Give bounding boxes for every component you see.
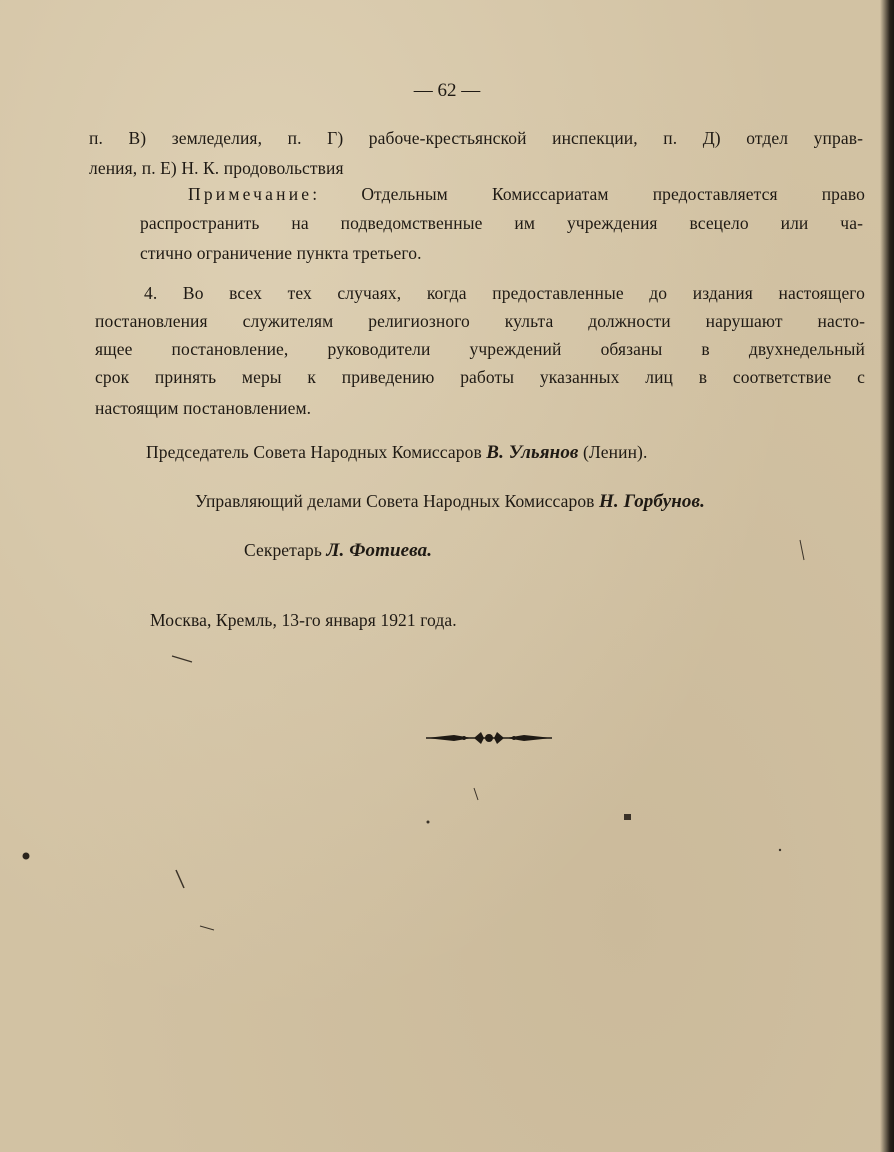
manager-signature-line [195, 491, 705, 513]
page-number: — 62 — [413, 80, 481, 101]
manager-name: Н. Горбунов. [599, 491, 705, 512]
note-line-3: стично ограничение пункта третьего. [140, 243, 422, 263]
note-line [188, 184, 865, 205]
paragraph-4-line-3: ящее постановление, руководители учреждений обязаны в двухнедельный [95, 339, 865, 359]
page-edge-shadow [880, 0, 894, 1152]
paragraph-4-line-1: 4. Во всех тех случаях, когда предоставленные до издания настоящего [144, 283, 865, 303]
chair-name: В. Ульянов [486, 442, 579, 463]
chair-title: Председатель Совета Народных Комиссаров [146, 442, 482, 462]
paragraph-4-line-2: постановления служителям религиозного культа должности нарушают насто- [95, 311, 865, 331]
note-text: : Отдельным Комиссариатам предоставляется право [312, 184, 865, 204]
chair-signature-line [146, 442, 647, 464]
paragraph-4-line-5: настоящим постановлением. [95, 398, 312, 418]
note-line-2: распространить на подведомственные им учреждения всецело или ча- [140, 213, 863, 233]
note-label: Примечание [188, 184, 313, 204]
ornament-divider [424, 729, 554, 747]
manager-title: Управляющий делами Совета Народных Комиссаров [195, 491, 595, 511]
paragraph-4-line-4: срок принять меры к приведению работы указанных лиц в соответствие с [95, 367, 865, 387]
secretary-signature-line [244, 540, 432, 562]
text-line-1: п. В) земледелия, п. Г) рабоче-крестьянской инспекции, п. Д) отдел управ- [89, 128, 863, 148]
secretary-title: Секретарь [244, 540, 322, 560]
text-line-2: ления, п. Е) Н. К. продовольствия [89, 158, 344, 178]
chair-suffix: (Ленин). [583, 442, 648, 462]
secretary-name: Л. Фотиева. [326, 540, 433, 561]
place-and-date: Москва, Кремль, 13-го января 1921 года. [150, 610, 457, 630]
